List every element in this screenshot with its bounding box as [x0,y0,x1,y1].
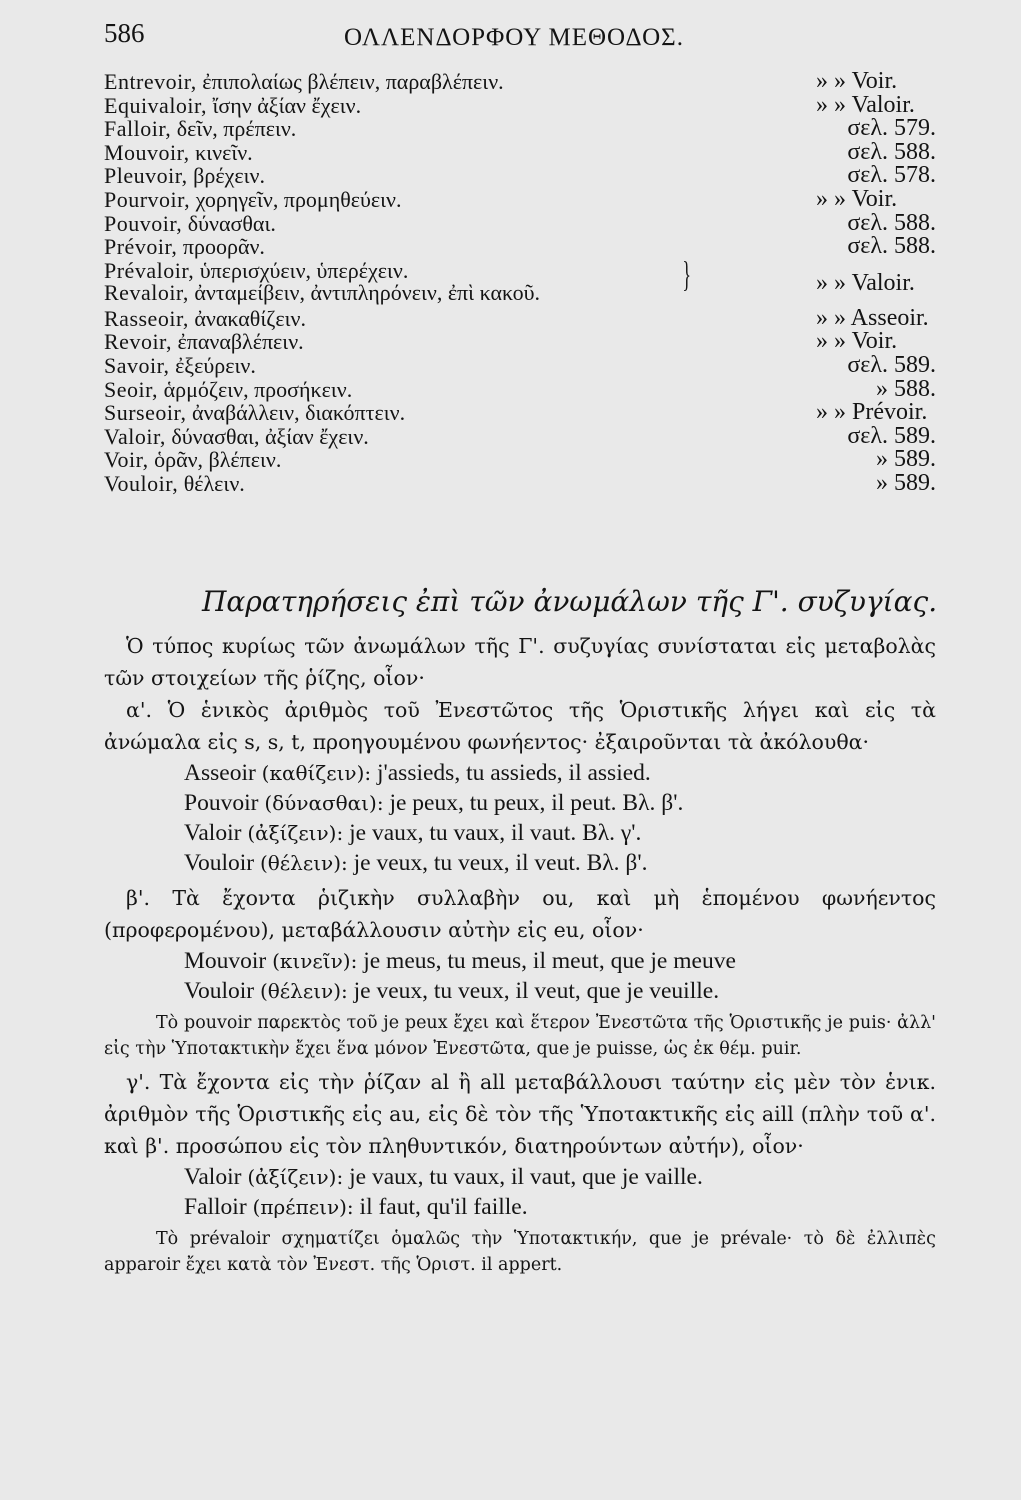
example-line [104,976,936,1006]
index-word: Seoir, [104,376,159,402]
index-ref: » 589. [876,469,936,496]
paragraph-gamma: γ'. Τὰ ἔχοντα εἰς τὴν ῥίζαν al ἢ all μεταβάλλουσι ταύτην εἰς μὲν τὸν ἑνικ. ἀριθμὸν τῆς Ὁριστικῆς εἰς au, εἰς δὲ τὸν τῆς Ὑποτακτικῆς εἰς aill (πλὴν τοῦ α'. καὶ β'. προσώπου εἰς τὸν πληθυντικόν, διατηρούντων αὐτήν), οἷον· [104,1070,936,1158]
example-forms: j'assieds, tu assieds, il assied. [376,760,651,786]
index-ref: σελ. 588. [847,138,936,165]
example-gloss: (πρέπειν): [252,1195,354,1219]
index-ref: » » Asseoir. [816,304,929,331]
index-gloss: δεῖν, πρέπειν. [176,116,297,142]
index-row [104,351,936,378]
example-verb: Mouvoir [184,948,267,974]
index-word: Falloir, [104,116,172,142]
example-gloss: (ἀξίζειν): [247,1165,344,1189]
index-ref: σελ. 589. [847,351,936,378]
index-row [104,330,936,354]
example-line [104,1192,936,1222]
index-word: Pouvoir, [104,210,183,236]
index-word: Savoir, [104,352,170,378]
example-verb: Vouloir [184,850,255,876]
page-header [104,10,929,54]
index-row [104,448,936,472]
index-row [104,375,936,402]
index-gloss: θέλειν. [183,470,245,496]
index-gloss: βρέχειν. [193,163,265,189]
page-number: 586 [104,18,145,48]
example-line [104,848,936,878]
index-gloss: ἐπιπολαίως βλέπειν, παραβλέπειν. [202,69,504,94]
index-ref: » » Prévoir. [816,399,928,426]
example-gloss: (καθίζειν): [261,761,372,785]
index-row [104,235,936,259]
index-row [104,469,936,496]
index-word: Revaloir, [104,279,189,305]
example-forms: je veux, tu veux, il veut. Βλ. β'. [353,850,648,876]
index-row [104,70,936,94]
example-forms: je vaux, tu vaux, il vaut. Βλ. γ'. [349,820,642,846]
index-ref: σελ. 588. [847,209,936,236]
index-ref: » » Valoir. [816,91,915,118]
example-verb: Valoir [184,1164,242,1190]
index-word: Mouvoir, [104,139,190,165]
index-gloss: κινεῖν. [195,139,253,165]
verb-index [104,70,936,496]
index-ref: σελ. 589. [847,422,936,449]
index-gloss: ἀναβάλλειν, διακόπτειν. [191,400,406,426]
example-verb: Valoir [184,820,242,846]
index-word: Equivaloir, [104,92,207,118]
index-pair [104,253,936,307]
index-word: Entrevoir, [104,69,197,94]
paragraph-intro: Ὁ τύπος κυρίως τῶν ἀνωμάλων τῆς Γ'. συζυγίας συνίσταται εἰς μεταβολὰς τῶν στοιχείων τῆς ῥίζης, οἷον· [104,634,936,690]
example-forms: il faut, qu'il faille. [359,1194,528,1220]
index-gloss: προορᾶν. [182,234,265,260]
index-gloss: χορηγεῖν, προμηθεύειν. [195,186,402,212]
index-ref: σελ. 588. [847,233,936,260]
index-row [104,138,936,165]
index-ref: » » Voir. [816,68,898,94]
example-gloss: (κινεῖν): [272,949,358,973]
index-word: Prévaloir, [104,257,195,283]
index-gloss: ἐξεύρειν. [175,352,256,378]
index-word: Revoir, [104,329,172,355]
example-forms: je peux, tu peux, il peut. Βλ. β'. [389,790,684,816]
index-gloss: ἀνακαθίζειν. [194,305,306,331]
example-line [104,946,936,976]
index-ref: » » Voir. [816,328,898,355]
example-verb: Falloir [184,1194,247,1220]
index-row [104,401,936,425]
index-word: Pleuvoir, [104,163,188,189]
index-word: Prévoir, [104,234,178,260]
example-forms: je vaux, tu vaux, il vaut, que je vaille. [349,1164,703,1190]
paragraph-alpha: α'. Ὁ ἑνικὸς ἀριθμὸς τοῦ Ἐνεστῶτος τῆς Ὁριστικῆς λήγει καὶ εἰς τὰ ἀνώμαλα εἰς s, s, t, προηγουμένου φωνήεντος· ἐξαιροῦνται τὰ ἀκόλουθα· [104,698,936,754]
index-row [104,422,936,449]
note-prevaloir: Τὸ prévaloir σχηματίζει ὁμαλῶς τὴν Ὑποτακτικήν, que je prévale· τὸ δὲ ἐλλιπὲς apparoir ἔχει κατὰ τὸν Ἐνεστ. τῆς Ὁριστ. il appert. [104,1229,936,1275]
paragraph-beta: β'. Τὰ ἔχοντα ῥιζικὴν συλλαβὴν ou, καὶ μὴ ἑπομένου φωνήεντος (προφερομένου), μεταβάλλουσιν αὐτὴν εἰς eu, οἷον· [104,886,936,942]
index-gloss: δύνασθαι, ἀξίαν ἔχειν. [171,423,369,449]
index-row [104,164,936,188]
index-gloss: ἐπαναβλέπειν. [177,329,304,355]
index-word: Pourvoir, [104,186,191,212]
example-gloss: (δύνασθαι): [264,791,384,815]
index-gloss: ἴσην ἀξίαν ἔχειν. [212,92,362,118]
index-word: Rasseoir, [104,305,189,331]
example-line [104,1162,936,1192]
index-row [104,209,936,236]
index-word: Vouloir, [104,470,179,496]
example-line [104,818,936,848]
index-row [104,185,936,212]
example-line [104,788,936,818]
index-row [104,91,936,118]
running-title: ΟΛΛΕΝΔΟΡΦΟΥ ΜΕΘΟΔΟΣ. [344,24,684,51]
index-ref: σελ. 578. [847,162,936,189]
example-line [104,758,936,788]
index-gloss: ἁρμόζειν, προσήκειν. [163,376,353,402]
example-verb: Pouvoir [184,790,259,816]
index-row [104,117,936,141]
index-word: Voir, [104,447,149,473]
example-verb: Vouloir [184,978,255,1004]
example-gloss: (θέλειν): [259,979,348,1003]
example-gloss: (ἀξίζειν): [247,821,344,845]
example-forms: je veux, tu veux, il veut, que je veuille. [353,978,720,1004]
index-gloss: ἀνταμείβειν, ἀντιπληρόνειν, ἐπὶ κακοῦ. [194,279,540,305]
index-ref: » 588. [876,375,936,402]
index-gloss: ὑπερισχύειν, ὑπερέχειν. [199,257,409,283]
example-forms: je meus, tu meus, il meut, que je meuve [363,948,736,974]
note-pouvoir: Τὸ pouvoir παρεκτὸς τοῦ je peux ἔχει καὶ ἕτερον Ἐνεστῶτα τῆς Ὁριστικῆς je puis· ἀλλ' εἰς τὴν Ὑποτακτικὴν ἔχει ἕνα μόνον Ἐνεστῶτα, que je puisse, ὡς ἐκ θέμ. puir. [104,1013,936,1059]
index-ref: » » Valoir. [816,269,915,296]
example-gloss: (θέλειν): [259,851,348,875]
example-verb: Asseoir [184,760,256,786]
index-gloss: δύνασθαι. [187,210,276,236]
index-word: Valoir, [104,423,166,449]
brace-glyph: } [682,253,691,294]
index-ref: » 589. [876,446,936,473]
index-ref: » » Voir. [816,185,898,212]
index-ref: σελ. 579. [847,115,936,142]
index-word: Surseoir, [104,400,187,426]
index-gloss: ὁρᾶν, βλέπειν. [154,447,282,473]
section-title: Παρατηρήσεις ἐπὶ τῶν ἀνωμάλων τῆς Γ'. συζυγίας. [202,585,938,618]
index-row [104,304,936,331]
body-text [104,630,936,1278]
